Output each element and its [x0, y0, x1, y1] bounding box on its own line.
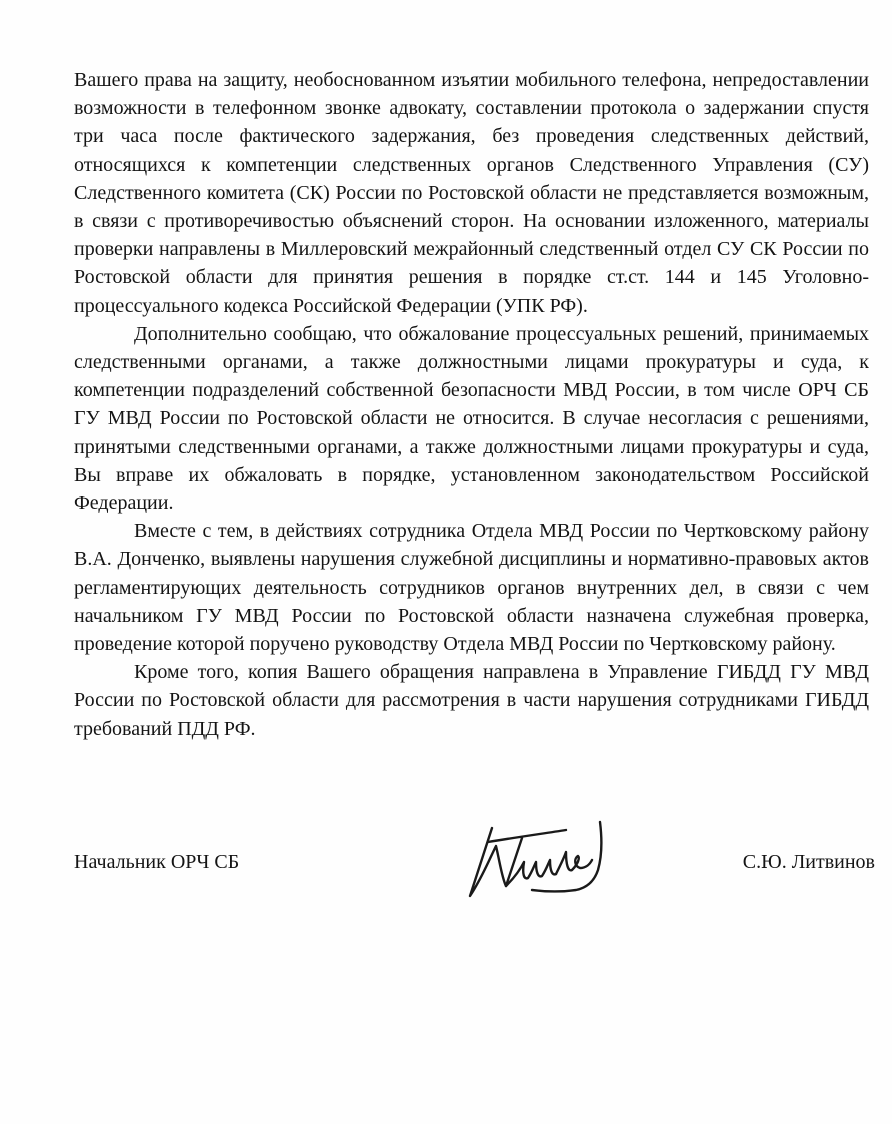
signature-block	[74, 808, 875, 918]
letter-body	[74, 66, 869, 743]
paragraph-gibdd-referral: Кроме того, копия Вашего обращения направлена в Управление ГИБДД ГУ МВД России по Ростовской области для рассмотрения в части нарушения сотрудниками ГИБДД требований ПДД РФ.	[74, 661, 869, 740]
signatory-name: С.Ю. Литвинов	[742, 851, 875, 873]
paragraph-appeal-procedure: Дополнительно сообщаю, что обжалование процессуальных решений, принимаемых следственными органами, а также должностными лицами прокуратуры и суда, к компетенции подразделений собственной безопасности МВД России, в том числе ОРЧ СБ ГУ МВД России по Ростовской области не относится. В случае несогласия с решениями, принятыми следственными органами, а также должностными лицами прокуратуры и суда, Вы вправе их обжаловать в порядке, установленном законодательством Российской Федерации.	[74, 322, 869, 515]
paragraph-investigation-result: Вашего права на защиту, необоснованном изъятии мобильного телефона, непредоставлении возможности в телефонном звонке адвокату, составлении протокола о задержании спустя три часа после фактического задержания, без проведения следственных действий, относящихся к компетенции следственных органов Следственного Управления (СУ) Следственного комитета (СК) России по Ростовской области не представляется возможным, в связи с противоречивостью объяснений сторон. На основании изложенного, материалы проверки направлены в Миллеровский межрайонный следственный отдел СУ СК России по Ростовской области для принятия решения в порядке ст.ст. 144 и 145 Уголовно-процессуального кодекса Российской Федерации (УПК РФ).	[74, 69, 869, 317]
handwritten-signature	[462, 808, 632, 908]
signatory-position: Начальник ОРЧ СБ	[74, 851, 240, 873]
paragraph-disciplinary-violation: Вместе с тем, в действиях сотрудника Отдела МВД России по Чертковскому району В.А. Донченко, выявлены нарушения служебной дисциплины и нормативно-правовых актов регламентирующих деятельность сотрудников органов внутренних дел, в связи с чем начальником ГУ МВД России по Ростовской области назначена служебная проверка, проведение которой поручено руководству Отдела МВД России по Чертковскому району.	[74, 520, 869, 656]
